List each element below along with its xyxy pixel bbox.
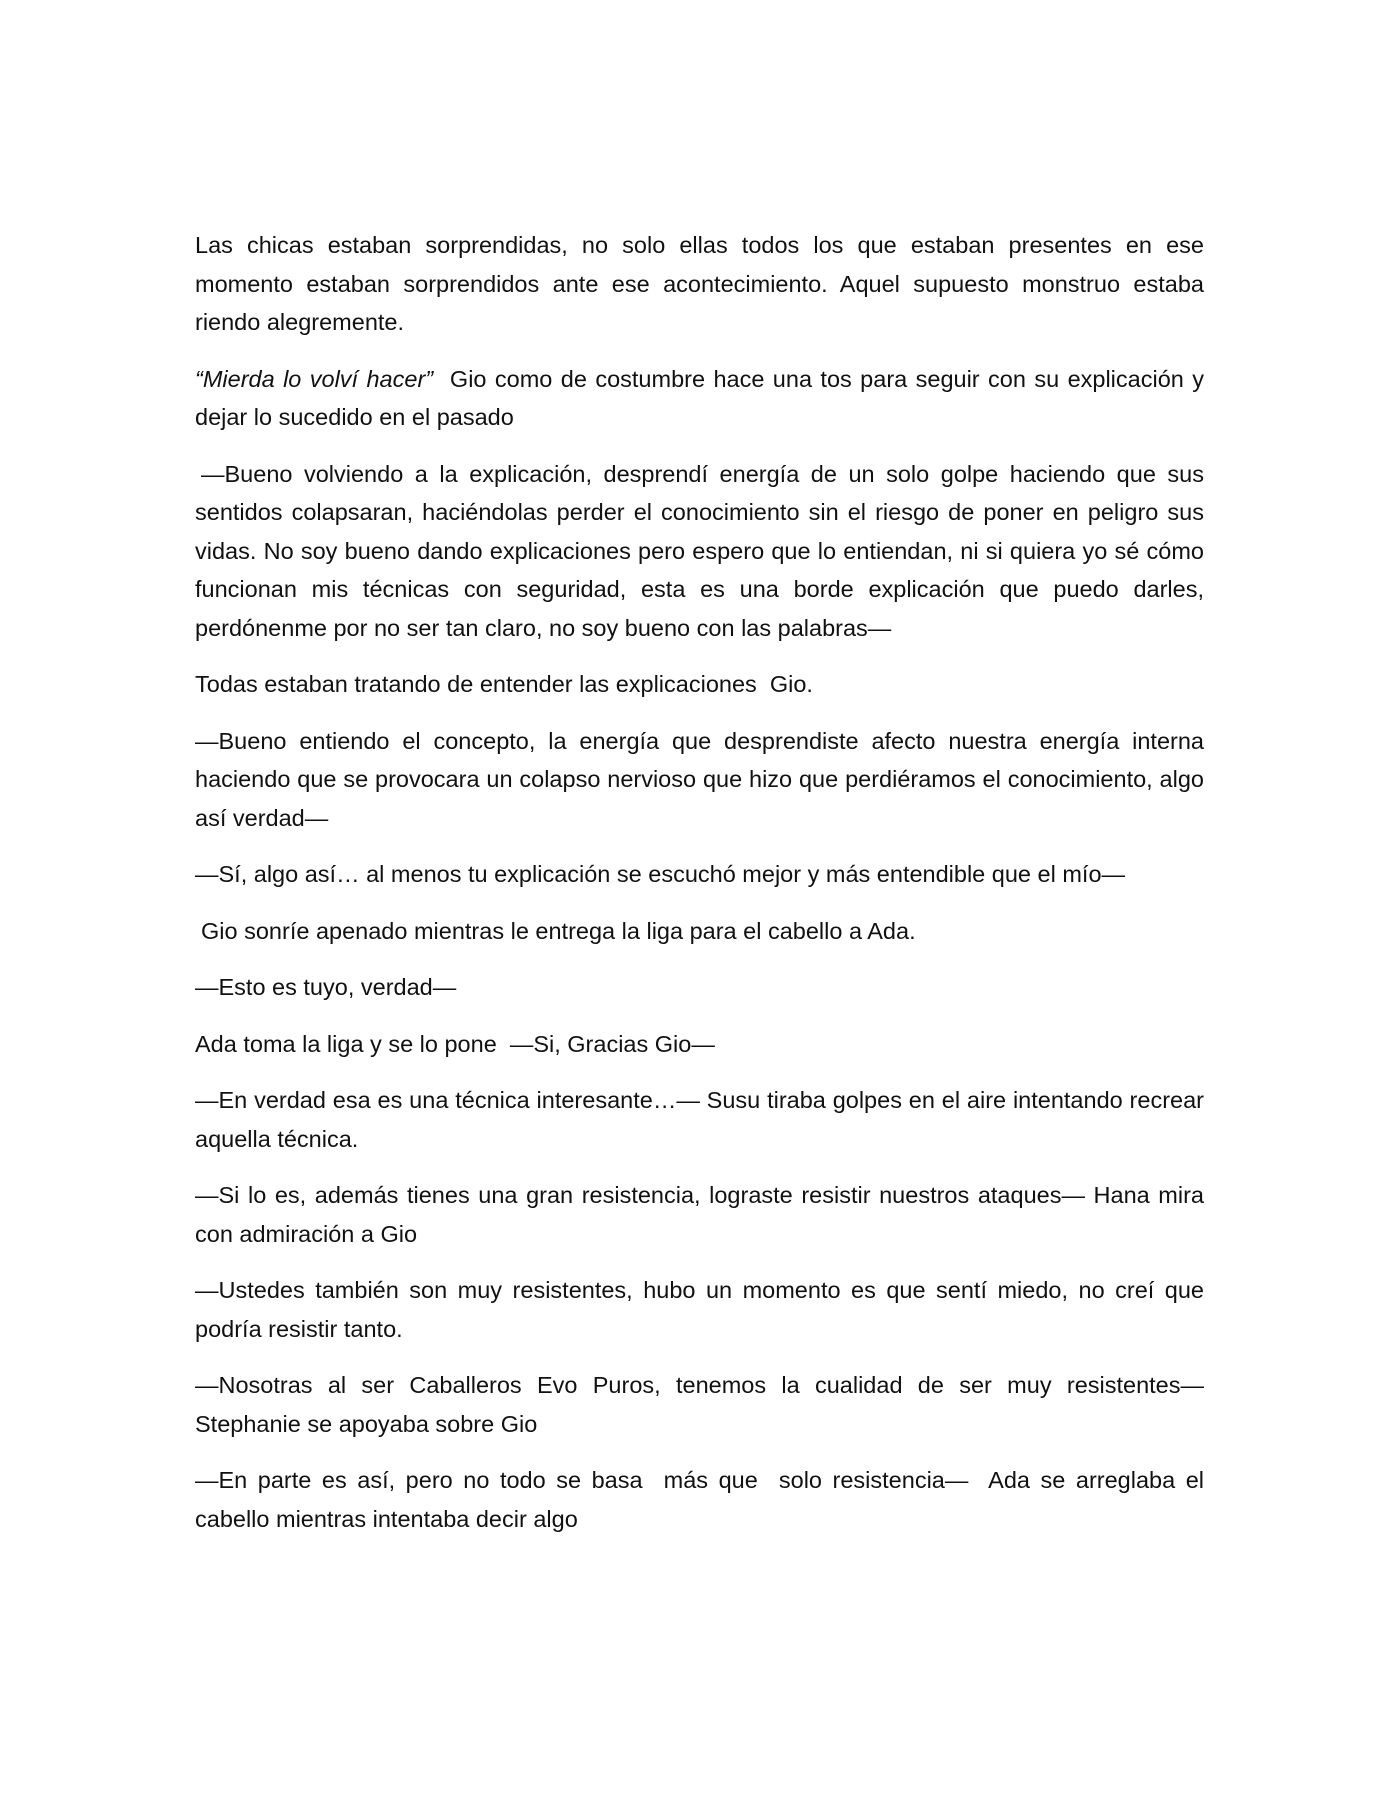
paragraph: —Bueno entiendo el concepto, la energía que desprendiste afecto nuestra energía interna haciendo que se provocara un colapso nervioso que hizo que perdiéramos el conocimiento, algo así verdad— — [195, 727, 1204, 831]
paragraph: —Esto es tuyo, verdad— — [195, 974, 457, 1000]
paragraph: —Nosotras al ser Caballeros Evo Puros, tenemos la cualidad de ser muy resistentes— Stephanie se apoyaba sobre Gio — [195, 1372, 1204, 1437]
paragraph: Ada toma la liga y se lo pone —Si, Gracias Gio— — [195, 1030, 715, 1057]
paragraph: —En parte es así, pero no todo se basa más que solo resistencia— Ada se arreglaba el cabello mientras intentaba decir algo — [195, 1467, 1211, 1532]
paragraph: Gio sonríe apenado mientras le entrega la liga para el cabello a Ada. — [201, 917, 916, 944]
paragraph — [195, 360, 1211, 437]
paragraph: —Sí, algo así… al menos tu explicación se escuchó mejor y más entendible que el mío— — [195, 861, 1126, 887]
italic-thought: “Mierda lo volví hacer” — [195, 365, 434, 392]
paragraph: —Si lo es, además tienes una gran resistencia, lograste resistir nuestros ataques— Hana mira con admiración a Gio — [195, 1182, 1204, 1247]
paragraph: Las chicas estaban sorprendidas, no solo ellas todos los que estaban presentes en ese momento estaban sorprendidos ante ese acontecimiento. Aquel supuesto monstruo estaba riendo alegremente. — [195, 232, 1204, 335]
paragraph: —Ustedes también son muy resistentes, hubo un momento es que sentí miedo, no creí que podría resistir tanto. — [195, 1277, 1204, 1342]
paragraph: Todas estaban tratando de entender las explicaciones Gio. — [195, 671, 813, 697]
paragraph-text: Gio como de costumbre hace una tos para seguir con su explicación y dejar lo sucedido en el pasado — [195, 365, 1211, 430]
paragraph: —Bueno volviendo a la explicación, desprendí energía de un solo golpe haciendo que sus sentidos colapsaran, haciéndolas perder el conocimiento sin el riesgo de poner en peligro sus vidas. No soy bueno dando explicaciones pero espero que lo entiendan, ni si quiera yo sé cómo funcionan mis técnicas con seguridad, esta es una borde explicación que puedo darles, perdónenme por no ser tan claro, no soy bueno con las palabras— — [195, 460, 1204, 641]
document-body — [195, 226, 1211, 1556]
paragraph: —En verdad esa es una técnica interesante…— Susu tiraba golpes en el aire intentando recrear aquella técnica. — [195, 1087, 1204, 1152]
